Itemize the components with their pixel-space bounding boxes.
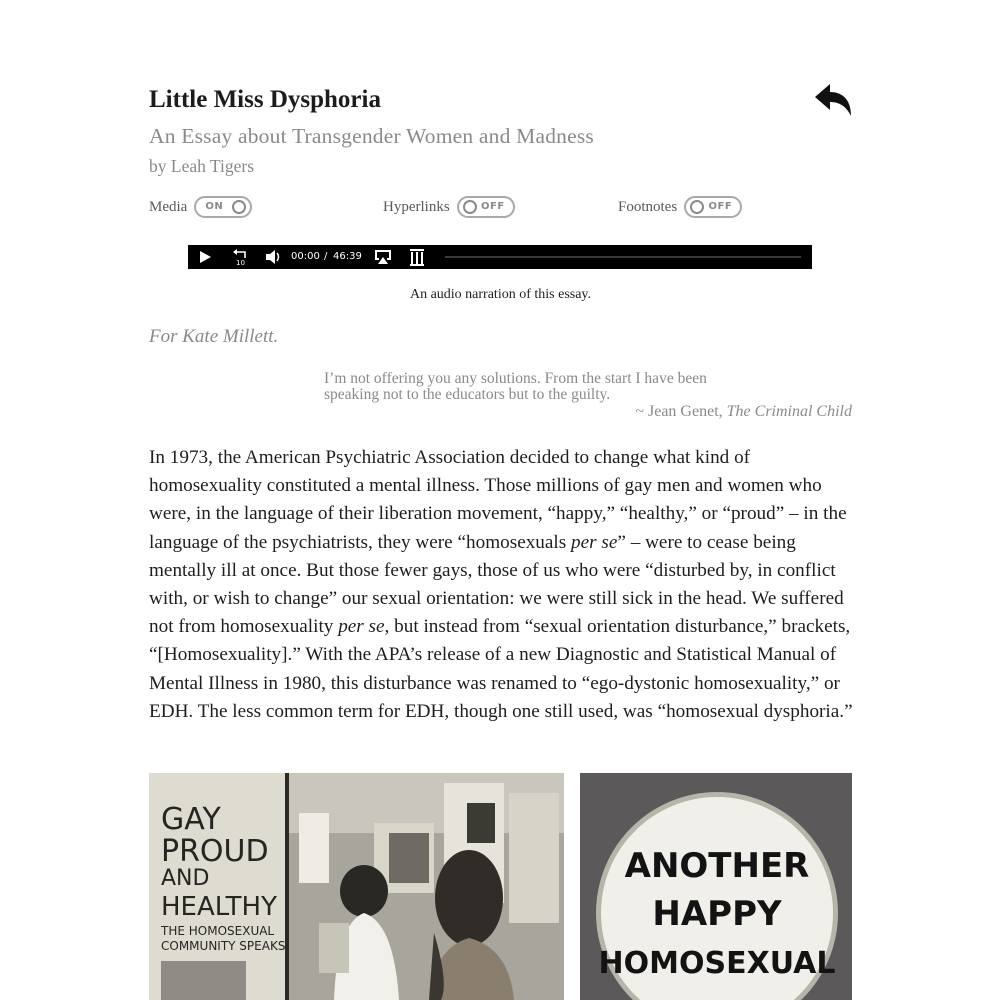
button-word-another: ANOTHER <box>624 846 810 886</box>
audio-player <box>188 245 812 269</box>
attribution-work: The Criminal Child <box>726 403 852 420</box>
hyperlinks-toggle-state: OFF <box>481 201 505 212</box>
footnotes-toggle[interactable] <box>684 196 742 218</box>
sign-word-healthy: HEALTHY <box>161 892 277 922</box>
current-time: 00:00 <box>291 251 320 262</box>
author-byline: by Leah Tigers <box>149 156 254 176</box>
footnotes-toggle-state: OFF <box>708 201 733 212</box>
button-word-homosexual: HOMOSEXUAL <box>598 946 836 981</box>
paragraph-text: , but instead from “sexual orientation disturbance,” brackets, “[Homosexuality].” With the APA’s release of a new Diagnostic and Statistical Manual of Mental Illness in 1980, this disturbance was renamed to “ego-dystonic homosexuality,” or EDH. The less common term for EDH, though one still used, was “homosexual dysphoria.” <box>149 616 853 722</box>
toggle-knob <box>690 200 704 214</box>
paragraph-emphasis: per se <box>338 616 385 638</box>
paragraph-text: In 1973, the American Psychiatric Association decided to change what kind of homosexuality constituted a mental illness. Those millions of gay men and women who were, in the language of their liberation movement, “happy,” “healthy,” or “proud” – in the language of the psychiatrists, they were “homosexuals <box>149 447 847 553</box>
hyperlinks-toggle[interactable] <box>457 196 515 218</box>
epigraph-attribution <box>324 404 852 420</box>
page-subtitle: An Essay about Transgender Women and Madness <box>149 124 594 148</box>
footnotes-toggle-group <box>618 196 742 218</box>
photo-gay-proud-and-healthy <box>149 773 564 1000</box>
attribution-author: ~ Jean Genet, <box>635 403 723 420</box>
sign-line-community: COMMUNITY SPEAKS <box>161 939 286 953</box>
paragraph-emphasis: per se <box>571 531 618 553</box>
essay-paragraph <box>149 444 859 726</box>
dedication: For Kate Millett. <box>149 326 279 347</box>
sign-word-and: AND <box>161 866 210 891</box>
time-separator: / <box>324 251 328 262</box>
duration: 46:39 <box>333 251 362 262</box>
footnotes-toggle-label: Footnotes <box>618 198 678 215</box>
paragraph-text: ” – were to cease being mentally ill at once. But those fewer gays, those of us who were “disturbed by, in conflict with, or wish to change” our sexual orientation: we were still sick in the head. We suffered not from homosexuality <box>149 531 844 638</box>
sign-word-proud: PROUD <box>161 834 269 869</box>
sign-line-homosexual: THE HOMOSEXUAL <box>161 924 275 938</box>
rewind-10-icon[interactable] <box>231 248 249 266</box>
page-title: Little Miss Dysphoria <box>149 86 381 113</box>
media-toggle-state: ON <box>205 201 224 212</box>
play-icon[interactable] <box>198 250 212 264</box>
audio-caption: An audio narration of this essay. <box>409 287 592 302</box>
media-toggle[interactable] <box>194 196 252 218</box>
media-toggle-group <box>149 196 252 218</box>
transcript-icon[interactable] <box>409 248 425 266</box>
hyperlinks-toggle-group <box>383 196 515 218</box>
media-toggle-label: Media <box>149 198 188 215</box>
toggle-knob <box>232 200 246 214</box>
epigraph <box>324 371 852 420</box>
sign-word-gay: GAY <box>161 802 221 837</box>
svg-text:10: 10 <box>236 259 245 266</box>
display-toggles <box>149 196 852 222</box>
back-arrow-icon[interactable] <box>813 80 855 120</box>
epigraph-quote: I’m not offering you any solutions. From the start I have been speaking not to the educators but to the guilty. <box>324 370 707 403</box>
seek-bar[interactable] <box>445 256 801 258</box>
toggle-knob <box>463 200 477 214</box>
button-word-happy: HAPPY <box>652 894 782 934</box>
photo-happy-button <box>580 773 852 1000</box>
airplay-icon[interactable] <box>374 249 392 265</box>
hyperlinks-toggle-label: Hyperlinks <box>383 198 450 215</box>
volume-icon[interactable] <box>265 249 283 265</box>
